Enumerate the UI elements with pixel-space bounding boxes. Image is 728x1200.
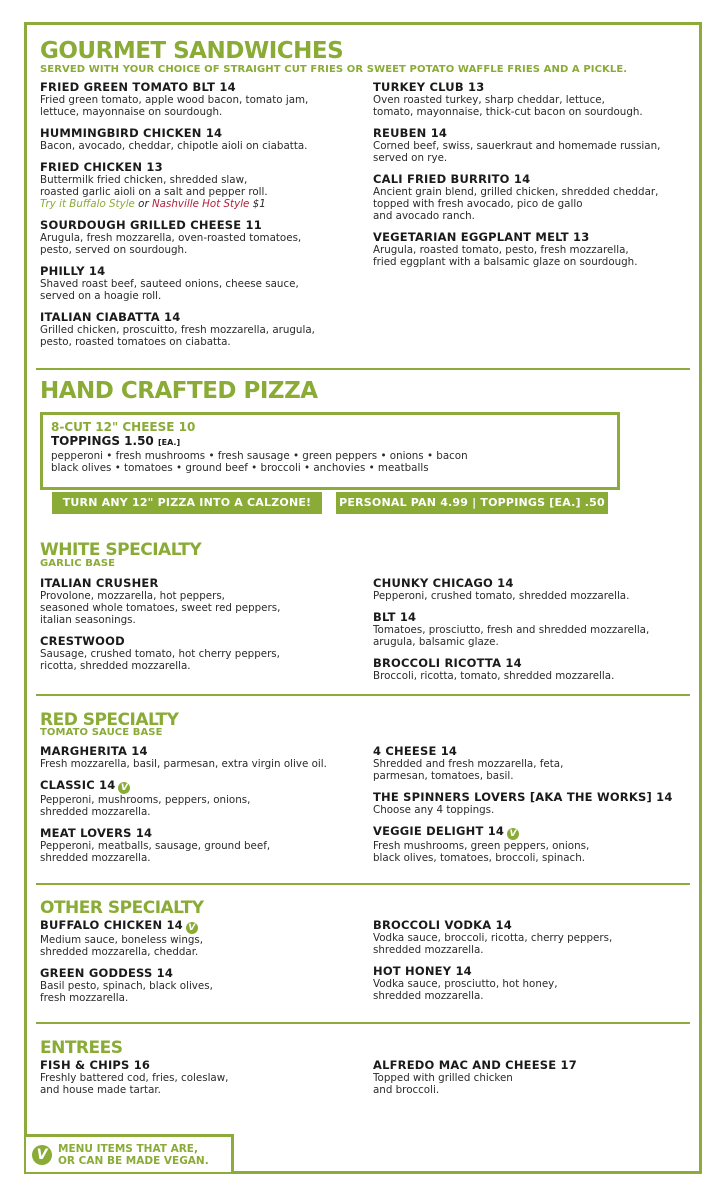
item-description: Broccoli, ricotta, tomato, shredded mozzarella. bbox=[373, 670, 615, 682]
white-left-column bbox=[40, 576, 360, 680]
item-description: Vodka sauce, broccoli, ricotta, cherry peppers, shredded mozzarella. bbox=[373, 932, 613, 956]
other-left-column bbox=[40, 918, 360, 1012]
item-description: Fresh mozzarella, basil, parmesan, extra virgin olive oil. bbox=[40, 758, 327, 770]
item-description: Provolone, mozzarella, hot peppers, seasoned whole tomatoes, sweet red peppers, italian seasonings. bbox=[40, 590, 281, 626]
item-description: Medium sauce, boneless wings, shredded mozzarella, cheddar. bbox=[40, 934, 204, 958]
item-description: Tomatoes, prosciutto, fresh and shredded mozzarella, arugula, balsamic glaze. bbox=[373, 624, 650, 648]
item-name: CRESTWOOD bbox=[40, 634, 125, 648]
entrees-title: ENTREES bbox=[40, 1038, 123, 1058]
section-divider bbox=[36, 1022, 690, 1024]
item-description: Pepperoni, meatballs, sausage, ground beef, shredded mozzarella. bbox=[40, 840, 271, 864]
item-description: Fresh mushrooms, green peppers, onions, black olives, tomatoes, broccoli, spinach. bbox=[373, 840, 590, 864]
menu-item bbox=[373, 610, 693, 648]
item-description: Shredded and fresh mozzarella, feta, parmesan, tomatoes, basil. bbox=[373, 758, 564, 782]
item-name: BROCCOLI VODKA 14 bbox=[373, 918, 512, 932]
item-name: CLASSIC 14 bbox=[40, 778, 116, 792]
red-specialty-title: RED SPECIALTY bbox=[40, 710, 179, 730]
menu-item bbox=[40, 918, 360, 958]
menu-item bbox=[373, 126, 693, 164]
item-name: MARGHERITA 14 bbox=[40, 744, 148, 758]
item-description: Shaved roast beef, sauteed onions, cheese sauce, served on a hoagie roll. bbox=[40, 278, 299, 302]
item-description: Choose any 4 toppings. bbox=[373, 804, 495, 816]
item-name-row bbox=[40, 778, 360, 794]
menu-item bbox=[40, 264, 360, 302]
item-description: Pepperoni, crushed tomato, shredded mozzarella. bbox=[373, 590, 630, 602]
menu-item bbox=[373, 230, 693, 268]
item-name: SOURDOUGH GRILLED CHEESE 11 bbox=[40, 218, 262, 232]
menu-item bbox=[40, 778, 360, 818]
cheese-pizza-price: 8-CUT 12" CHEESE 10 bbox=[51, 420, 196, 434]
section-divider bbox=[36, 694, 690, 696]
personal-pan-banner: PERSONAL PAN 4.99 | TOPPINGS [EA.] .50 bbox=[336, 492, 608, 514]
menu-item bbox=[373, 964, 693, 1002]
item-name: FRIED CHICKEN 13 bbox=[40, 160, 163, 174]
item-description: Topped with grilled chicken and broccoli. bbox=[373, 1072, 513, 1096]
item-name: ALFREDO MAC AND CHEESE 17 bbox=[373, 1058, 577, 1072]
item-name: 4 CHEESE 14 bbox=[373, 744, 458, 758]
sandwiches-subtitle: SERVED WITH YOUR CHOICE OF STRAIGHT CUT FRIES OR SWEET POTATO WAFFLE FRIES AND A PICKLE. bbox=[40, 64, 628, 75]
red-left-column bbox=[40, 744, 360, 872]
nashville-style-note: Nashville Hot Style bbox=[151, 198, 250, 210]
item-name: FRIED GREEN TOMATO BLT 14 bbox=[40, 80, 236, 94]
item-name: THE SPINNERS LOVERS [AKA THE WORKS] 14 bbox=[373, 790, 673, 804]
toppings-price: TOPPINGS 1.50 bbox=[51, 434, 154, 448]
sandwiches-title: GOURMET SANDWICHES bbox=[40, 38, 344, 64]
style-upgrade-note bbox=[40, 198, 360, 210]
item-description: Fried green tomato, apple wood bacon, tomato jam, lettuce, mayonnaise on sourdough. bbox=[40, 94, 309, 118]
entrees-right-column bbox=[373, 1058, 693, 1104]
item-name: ITALIAN CIABATTA 14 bbox=[40, 310, 181, 324]
other-specialty-title: OTHER SPECIALTY bbox=[40, 898, 204, 918]
menu-item bbox=[373, 80, 693, 118]
item-name: PHILLY 14 bbox=[40, 264, 106, 278]
note-or: or bbox=[134, 198, 152, 210]
item-description: Ancient grain blend, grilled chicken, shredded cheddar, topped with fresh avocado, pico de gallo and avocado ranch. bbox=[373, 186, 659, 222]
menu-item bbox=[373, 1058, 693, 1096]
item-name: BUFFALO CHICKEN 14 bbox=[40, 918, 183, 932]
toppings-list-line2: black olives • tomatoes • ground beef • broccoli • anchovies • meatballs bbox=[51, 462, 429, 474]
item-description: Freshly battered cod, fries, coleslaw, and house made tartar. bbox=[40, 1072, 229, 1096]
item-name: CHUNKY CHICAGO 14 bbox=[373, 576, 514, 590]
menu-item bbox=[40, 218, 360, 256]
vegan-legend bbox=[26, 1134, 234, 1172]
entrees-left-column bbox=[40, 1058, 360, 1104]
section-divider bbox=[36, 883, 690, 885]
vegan-icon: V bbox=[507, 828, 519, 840]
sandwiches-right-column bbox=[373, 80, 693, 276]
item-description: Bacon, avocado, cheddar, chipotle aioli on ciabatta. bbox=[40, 140, 308, 152]
item-name: TURKEY CLUB 13 bbox=[373, 80, 485, 94]
calzone-banner: TURN ANY 12" PIZZA INTO A CALZONE! bbox=[52, 492, 322, 514]
vegan-icon: V bbox=[118, 782, 130, 794]
item-name: HOT HONEY 14 bbox=[373, 964, 472, 978]
menu-item bbox=[40, 160, 360, 210]
pizza-toppings-box bbox=[40, 412, 620, 490]
red-specialty-subtitle: TOMATO SAUCE BASE bbox=[40, 727, 163, 738]
item-name: VEGETARIAN EGGPLANT MELT 13 bbox=[373, 230, 590, 244]
menu-item bbox=[40, 634, 360, 672]
menu-item bbox=[373, 918, 693, 956]
item-description: Basil pesto, spinach, black olives, fresh mozzarella. bbox=[40, 980, 213, 1004]
item-name: REUBEN 14 bbox=[373, 126, 448, 140]
toppings-each: [EA.] bbox=[157, 438, 181, 447]
item-description: Pepperoni, mushrooms, peppers, onions, shredded mozzarella. bbox=[40, 794, 251, 818]
menu-item bbox=[373, 172, 693, 222]
item-name-row bbox=[373, 824, 693, 840]
item-name: BLT 14 bbox=[373, 610, 417, 624]
menu-item bbox=[373, 744, 693, 782]
item-description: Vodka sauce, prosciutto, hot honey, shredded mozzarella. bbox=[373, 978, 558, 1002]
menu-item bbox=[40, 576, 360, 626]
toppings-heading bbox=[51, 434, 609, 450]
item-name: VEGGIE DELIGHT 14 bbox=[373, 824, 505, 838]
item-description: Corned beef, swiss, sauerkraut and homemade russian, served on rye. bbox=[373, 140, 661, 164]
menu-item bbox=[40, 1058, 360, 1096]
menu-item bbox=[373, 790, 693, 816]
vegan-legend-line1: MENU ITEMS THAT ARE, bbox=[58, 1143, 198, 1155]
note-price: $1 bbox=[249, 198, 266, 210]
item-description: Oven roasted turkey, sharp cheddar, lettuce, tomato, mayonnaise, thick-cut bacon on sourdough. bbox=[373, 94, 643, 118]
menu-item bbox=[373, 824, 693, 864]
vegan-legend-text bbox=[58, 1143, 209, 1167]
item-description: Grilled chicken, proscuitto, fresh mozzarella, arugula, pesto, roasted tomatoes on ciabatta. bbox=[40, 324, 315, 348]
item-name: FISH & CHIPS 16 bbox=[40, 1058, 151, 1072]
sandwiches-left-column bbox=[40, 80, 360, 356]
menu-item bbox=[40, 826, 360, 864]
menu-item bbox=[40, 126, 360, 152]
item-name: MEAT LOVERS 14 bbox=[40, 826, 153, 840]
buffalo-style-note: Try it Buffalo Style bbox=[40, 198, 135, 210]
item-name: ITALIAN CRUSHER bbox=[40, 576, 159, 590]
menu-item bbox=[373, 576, 693, 602]
vegan-legend-line2: OR CAN BE MADE VEGAN. bbox=[58, 1155, 209, 1167]
vegan-icon: V bbox=[186, 922, 198, 934]
white-specialty-title: WHITE SPECIALTY bbox=[40, 540, 202, 560]
item-description: Buttermilk fried chicken, shredded slaw, roasted garlic aioli on a salt and pepper roll. bbox=[40, 174, 268, 198]
item-description: Arugula, roasted tomato, pesto, fresh mozzarella, fried eggplant with a balsamic glaze on sourdough. bbox=[373, 244, 638, 268]
item-name: BROCCOLI RICOTTA 14 bbox=[373, 656, 522, 670]
menu-item bbox=[373, 656, 693, 682]
section-divider bbox=[36, 368, 690, 370]
item-name-row bbox=[40, 918, 360, 934]
item-description: Arugula, fresh mozzarella, oven-roasted tomatoes, pesto, served on sourdough. bbox=[40, 232, 302, 256]
item-description: Sausage, crushed tomato, hot cherry peppers, ricotta, shredded mozzarella. bbox=[40, 648, 280, 672]
menu-item bbox=[40, 966, 360, 1004]
toppings-list-line1: pepperoni • fresh mushrooms • fresh sausage • green peppers • onions • bacon bbox=[51, 450, 468, 462]
other-right-column bbox=[373, 918, 693, 1010]
menu-item bbox=[40, 80, 360, 118]
pizza-title: HAND CRAFTED PIZZA bbox=[40, 378, 318, 404]
menu-item bbox=[40, 744, 360, 770]
red-right-column bbox=[373, 744, 693, 872]
white-right-column bbox=[373, 576, 693, 690]
menu-item bbox=[40, 310, 360, 348]
vegan-icon: V bbox=[32, 1145, 52, 1165]
item-name: HUMMINGBIRD CHICKEN 14 bbox=[40, 126, 223, 140]
item-name: CALI FRIED BURRITO 14 bbox=[373, 172, 531, 186]
item-name: GREEN GODDESS 14 bbox=[40, 966, 174, 980]
white-specialty-subtitle: GARLIC BASE bbox=[40, 558, 116, 569]
